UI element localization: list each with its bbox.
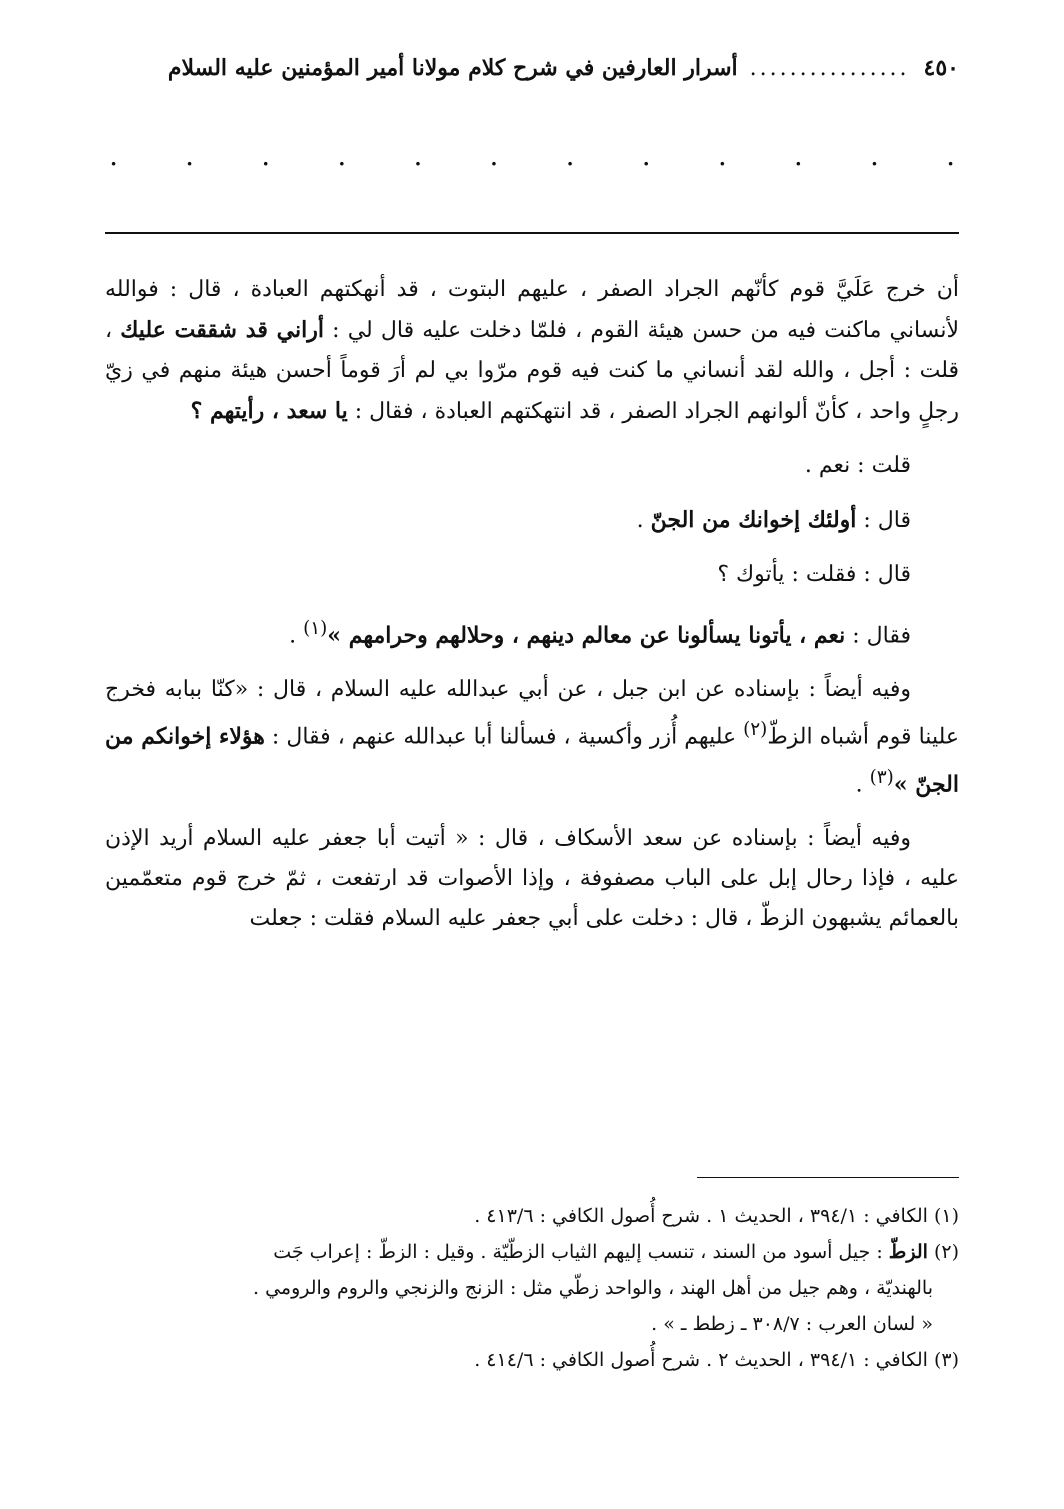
paragraph-text: أن خرج عَلَيَّ قوم كأنّهم الجراد الصفر ، عليهم البتوت ، قد أنهكتهم العبادة ، قال : فوالله لأنساني ماكنت فيه من حسن هيئة القوم ، فلمّا دخلت عليه قال لي : — [105, 277, 960, 343]
paragraph: قلت : نعم . — [804, 453, 911, 478]
footnote-3: (٣) الكافي : ٣٩٤/١ ، الحديث ٢ . شرح أُصول الكافي : ٤١٤/٦ . — [474, 1349, 959, 1371]
paragraph-text: عليهم أُزر وأكسية ، فسألنا أبا عبدالله عنهم ، فقال : — [264, 724, 744, 750]
separator-dot: . — [109, 138, 118, 172]
footnote-1: (١) الكافي : ٣٩٤/١ ، الحديث ١ . شرح أُصول الكافي : ٤١٣/٦ . — [474, 1205, 959, 1227]
footnote-citation: « لسان العرب : ٣٠٨/٧ ـ زطط ـ » . — [651, 1313, 933, 1335]
footnote-ref[interactable]: (١) — [303, 618, 328, 639]
bold-quote: أراني قد شققت عليك — [120, 317, 324, 343]
footnote-rule — [697, 1177, 959, 1178]
paragraph-text: وفيه أيضاً : بإسناده عن ابن جبل ، عن أبي عبدالله عليه السلام ، قال : «كنّا ببابه فخرج علينا قوم أشباه الزطّ — [105, 677, 959, 750]
separator-dot: . — [261, 138, 271, 172]
bold-quote: أولئك إخوانك من الجنّ — [650, 507, 857, 533]
page-number: ٤٥٠ — [923, 55, 959, 81]
header-rule — [105, 232, 959, 234]
footnote-ref[interactable]: (٣) — [869, 766, 894, 788]
footnotes — [105, 1198, 959, 1378]
separator-dot: . — [870, 138, 879, 172]
main-text — [105, 270, 959, 953]
footnote-2 — [105, 1234, 959, 1342]
separator-dot: . — [793, 138, 803, 172]
paragraph — [105, 609, 959, 656]
bold-quote: يا سعد ، رأيتهم ؟ — [190, 398, 348, 424]
paragraph — [105, 670, 959, 805]
footnote-text: بالهنديّة ، وهم جيل من أهل الهند ، والواحد زطّي مثل : الزنج والزنجي والروم والرومي . — [252, 1277, 933, 1299]
section-dot-separator — [105, 140, 959, 170]
quote-close: » — [327, 622, 349, 649]
paragraph-text: فقال : — [845, 623, 911, 649]
paragraph-text: قال : — [856, 508, 911, 533]
footnote-ref[interactable]: (٢) — [743, 719, 768, 741]
separator-dot: . — [946, 138, 955, 172]
paragraph-text: . — [289, 623, 304, 649]
paragraph-text: ، قلت : أجل ، والله لقد أنساني ما كنت فيه قوم مرّوا بي لم أرَ قوماً أحسن هيئة منهم في زيّ رجلٍ واحد ، كأنّ ألوانهم الجراد الصفر ، قد انتهكتهم العبادة ، فقال : — [105, 318, 959, 424]
paragraph-text: . — [636, 508, 651, 533]
header-leader-dots: ................ — [749, 55, 910, 81]
running-header — [105, 48, 959, 88]
paragraph — [105, 500, 959, 541]
paragraph-text: . — [855, 771, 870, 797]
paragraph: وفيه أيضاً : بإسناده عن سعد الأسكاف ، قال : « أتيت أبا جعفر عليه السلام أريد الإذن عليه ، فإذا رحال إبل على الباب مصفوفة ، وإذا الأصوات قد ارتفعت ، ثمّ خرج قوم متعمّمين بالعمائم يشبهون الزطّ ، قال : دخلت على أبي جعفر عليه السلام فقلت : جعلت — [105, 825, 959, 931]
paragraph: قال : فقلت : يأتوك ؟ — [717, 562, 911, 587]
bold-quote: هؤلاء إخوانكم من الجنّ — [105, 723, 959, 797]
book-title: أسرار العارفين في شرح كلام مولانا أمير المؤمنين عليه السلام — [167, 55, 738, 81]
separator-dot: . — [185, 138, 195, 172]
footnote-number: (٢) — [927, 1241, 959, 1263]
paragraph — [105, 270, 959, 432]
separator-dot: . — [565, 138, 575, 172]
separator-dot: . — [641, 138, 651, 172]
separator-dot: . — [717, 138, 727, 172]
quote-close: » — [893, 770, 916, 797]
footnote-text: : جيل أسود من السند ، تنسب إليهم الثياب الزطّيّة . وقيل : الزطّ : إعراب جَت — [273, 1241, 889, 1263]
separator-dot: . — [413, 138, 423, 172]
separator-dot: . — [489, 138, 499, 172]
bold-quote: نعم ، يأتونا يسألونا عن معالم دينهم ، وحلالهم وحرامهم — [348, 622, 846, 649]
footnote-headword: الزطّ — [888, 1241, 928, 1263]
separator-dot: . — [337, 138, 347, 172]
